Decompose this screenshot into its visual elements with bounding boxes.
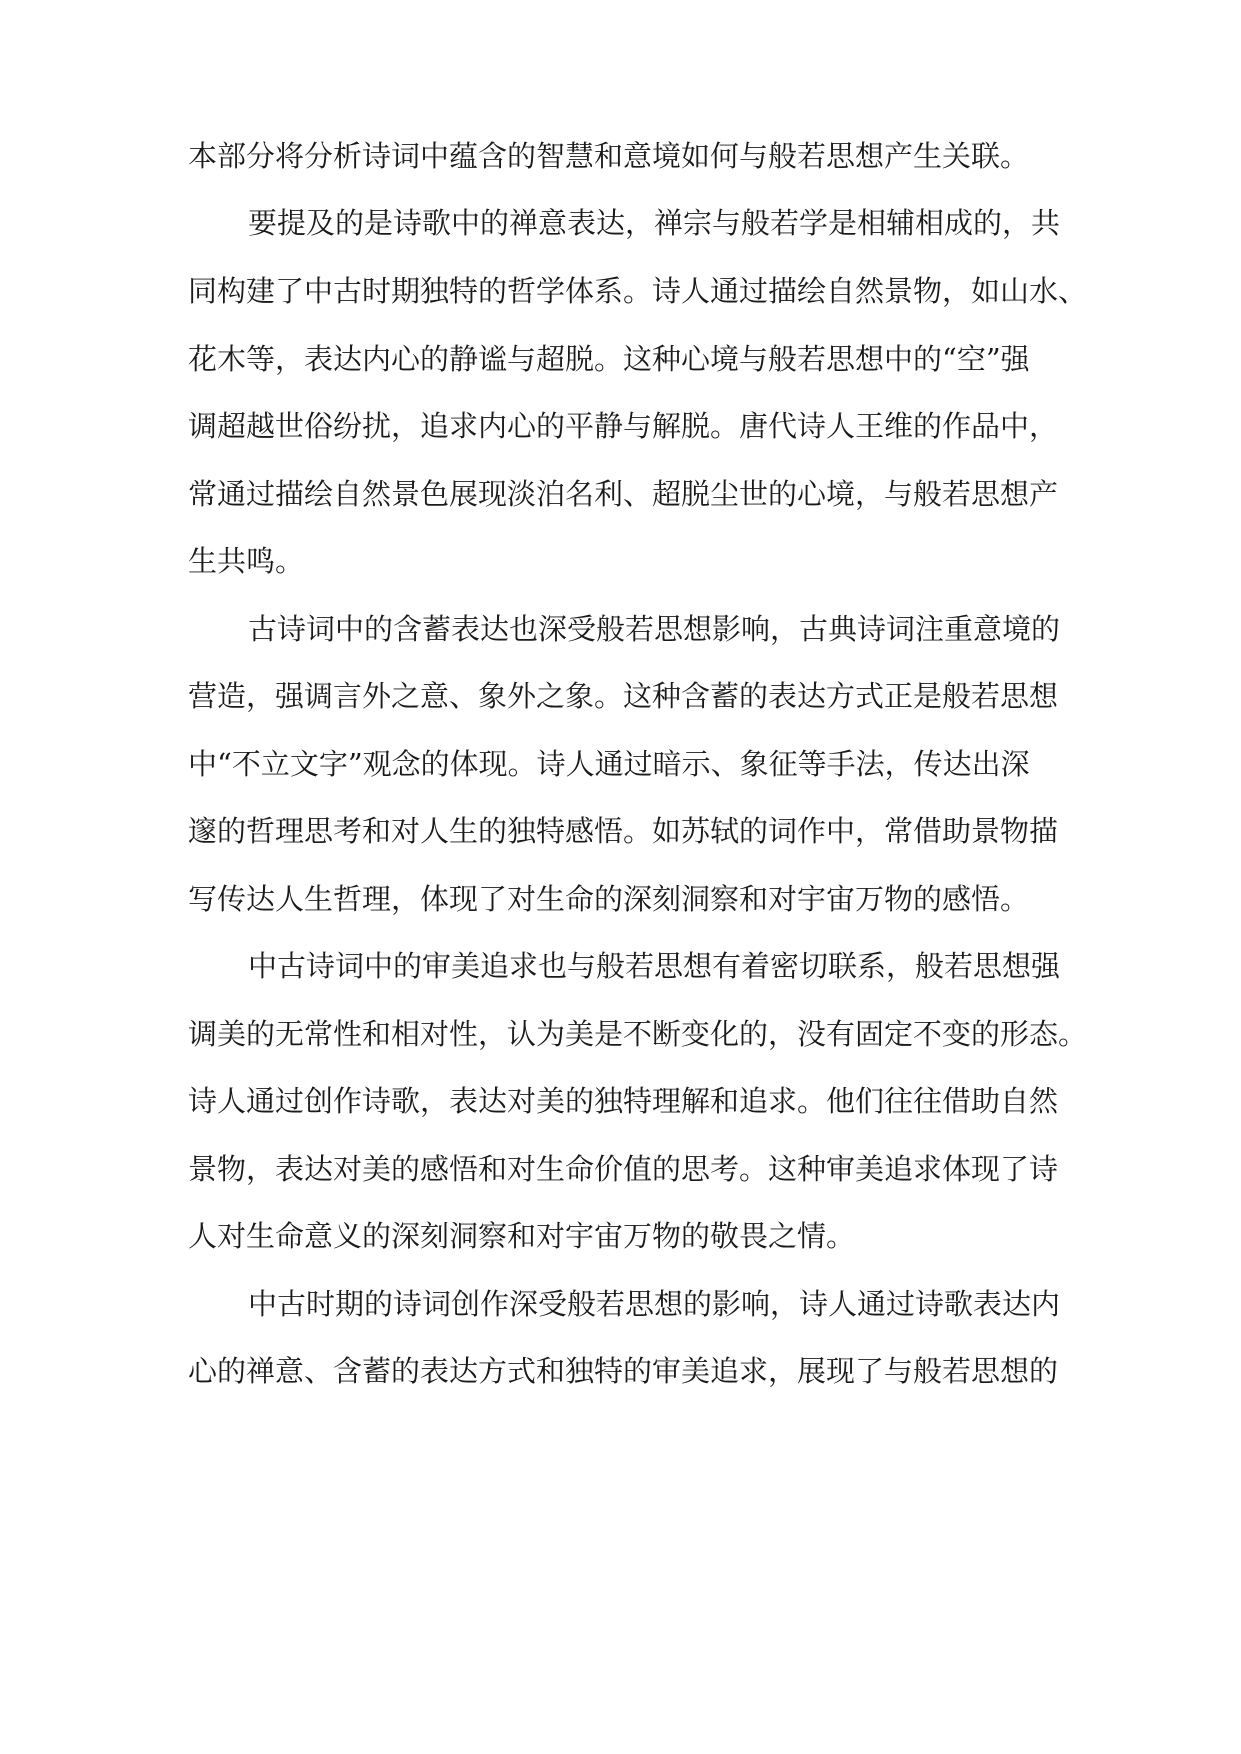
text-line: 邃的哲理思考和对人生的独特感悟。如苏轼的词作中，常借助景物描: [188, 814, 1059, 848]
text-line: 古诗词中的含蓄表达也深受般若思想影响，古典诗词注重意境的: [248, 612, 1061, 646]
text-line: 常通过描绘自然景色展现淡泊名利、超脱尘世的心境，与般若思想产: [188, 477, 1059, 511]
text-line: 中古时期的诗词创作深受般若思想的影响，诗人通过诗歌表达内: [248, 1287, 1061, 1321]
text-line: 本部分将分析诗词中蕴含的智慧和意境如何与般若思想产生关联。: [188, 139, 1030, 173]
text-line: 调超越世俗纷扰，追求内心的平静与解脱。唐代诗人王维的作品中，: [188, 409, 1059, 443]
text-line: 人对生命意义的深刻洞察和对宇宙万物的敬畏之情。: [188, 1219, 856, 1253]
text-line: 中古诗词中的审美追求也与般若思想有着密切联系，般若思想强: [248, 949, 1061, 983]
text-line: 花木等，表达内心的静谧与超脱。这种心境与般若思想中的“空”强: [188, 342, 1030, 376]
text-line: 诗人通过创作诗歌，表达对美的独特理解和追求。他们往往借助自然: [188, 1084, 1059, 1118]
text-line: 生共鸣。: [188, 544, 305, 578]
text-line: 写传达人生哲理，体现了对生命的深刻洞察和对宇宙万物的感悟。: [188, 882, 1030, 916]
text-line: 要提及的是诗歌中的禅意表达，禅宗与般若学是相辅相成的，共: [248, 206, 1061, 240]
text-line: 调美的无常性和相对性，认为美是不断变化的，没有固定不变的形态。: [188, 1017, 1088, 1051]
text-line: 同构建了中古时期独特的哲学体系。诗人通过描绘自然景物，如山水、: [188, 274, 1088, 308]
text-line: 景物，表达对美的感悟和对生命价值的思考。这种审美追求体现了诗: [188, 1152, 1059, 1186]
text-line: 中“不立文字”观念的体现。诗人通过暗示、象征等手法，传达出深: [188, 747, 1030, 781]
text-line: 心的禅意、含蓄的表达方式和独特的审美追求，展现了与般若思想的: [188, 1354, 1059, 1388]
text-line: 营造，强调言外之意、象外之象。这种含蓄的表达方式正是般若思想: [188, 679, 1059, 713]
